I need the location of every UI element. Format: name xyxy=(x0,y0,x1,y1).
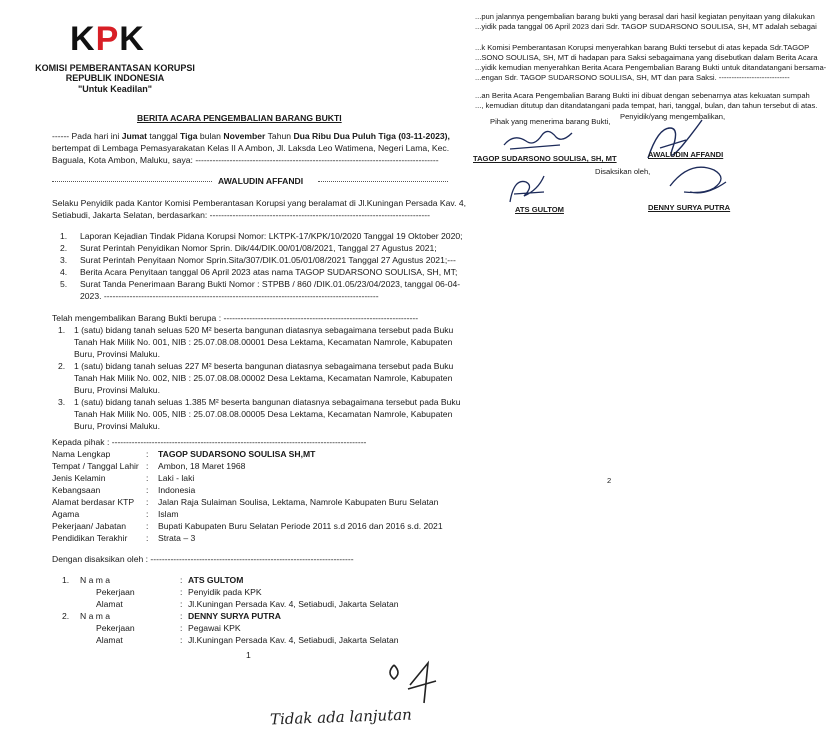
witness2-name: DENNY SURYA PUTRA xyxy=(648,203,731,212)
institution-motto: "Untuk Keadilan" xyxy=(77,84,153,94)
officer-desc-2: Setiabudi, Jakarta Selatan, berdasarkan: ----------------------------------------------------------------------------- xyxy=(52,210,431,220)
witness-name: DENNY SURYA PUTRA xyxy=(188,611,281,621)
item-line: 1 (satu) bidang tanah seluas 520 M² beserta bangunan diatasnya sebagaimana tersebut pada Buku xyxy=(74,325,454,335)
officer-desc-1: Selaku Penyidik pada Kantor Komisi Pemberantasan Korupsi yang beralamat di Jl.Kuningan Persada Kav. 4, xyxy=(52,198,467,208)
intro-line-1: ------ Pada hari ini Jumat tanggal Tiga bulan November Tahun Dua Ribu Dua Puluh Tiga (03-11-2023), xyxy=(52,131,450,141)
item-line: 1 (satu) bidang tanah seluas 1.385 M² beserta bangunan diatasnya sebagaimana tersebut pada Buku xyxy=(74,397,461,407)
kpk-logo: KPK xyxy=(70,20,145,58)
returned-heading: Telah mengembalikan Barang Bukti berupa : -------------------------------------------------------------------- xyxy=(52,313,419,323)
item-line: Tanah Hak Milik No. 001, NIB : 25.07.08.08.00001 Desa Lektama, Kecamatan Namrole, Kabupaten xyxy=(74,337,453,347)
receiver-name: TAGOP SUDARSONO SOULISA, SH, MT xyxy=(473,154,617,163)
para3-line: ...an Berita Acara Pengembalian Barang Bukti ini dibuat dengan sebenarnya atas kekuatan sumpah xyxy=(475,91,810,100)
receiver-signature xyxy=(500,127,580,157)
witnessed-by: Disaksikan oleh, xyxy=(595,167,651,176)
item-line: Buru, Provinsi Maluku. xyxy=(74,385,160,395)
para2-line: ...engan Sdr. TAGOP SUDARSONO SOULISA, SH, MT dan para Saksi. ---------------------------- xyxy=(475,73,790,82)
basis-item: Surat Tanda Penerimaan Barang Bukti Nomor : STPBB / 860 /DIK.01.05/23/04/2023, tanggal 06-04- xyxy=(80,279,461,289)
institution-name: KOMISI PEMBERANTASAN KORUPSI xyxy=(35,63,195,73)
witness-heading: Dengan disaksikan oleh : ----------------------------------------------------------------------- xyxy=(52,554,354,564)
witness1-name: ATS GULTOM xyxy=(515,205,564,214)
item-line: Buru, Provinsi Maluku. xyxy=(74,349,160,359)
handwritten-note: Tidak ada lanjutan xyxy=(269,705,413,729)
page-number: 2 xyxy=(607,476,612,485)
para2-line: ...k Komisi Pemberantasan Korupsi menyerahkan barang Bukti tersebut di atas kepada Sdr.TAGOP xyxy=(475,43,810,52)
intro-line-3: Baguala, Kota Ambon, Maluku, saya: ------------------------------------------------------------------------------------- xyxy=(52,155,439,165)
investigator-label: Penyidik/yang mengembalikan, xyxy=(620,112,726,121)
receiver-label: Pihak yang menerima barang Bukti, xyxy=(490,117,611,126)
witness1-signature xyxy=(500,172,560,208)
recipient-name: TAGOP SUDARSONO SOULISA SH,MT xyxy=(158,449,316,459)
basis-item: Berita Acara Penyitaan tanggal 06 April 2023 atas nama TAGOP SUDARSONO SOULISA, SH, MT; xyxy=(80,267,458,277)
witness-name: ATS GULTOM xyxy=(188,575,244,585)
para1-line: ...yidik pada tanggal 06 April 2023 dari Sdr. TAGOP SUDARSONO SOULISA, SH, MT adalah sebagai xyxy=(475,22,817,31)
basis-item: Laporan Kejadian Tindak Pidana Korupsi Nomor: LKTPK-17/KPK/10/2020 Tanggal 19 Oktober 2020; xyxy=(80,231,463,241)
para2-line: ...yidik kemudian menyerahkan Berita Acara Pengembalian Barang Bukti untuk ditandatangani bersama- xyxy=(475,63,826,72)
para3-line: ..., kemudian ditutup dan ditandatangani pada tempat, hari, tanggal, bulan, dan tahun tersebut di atas. xyxy=(475,101,818,110)
basis-item: Surat Perintah Penyidikan Nomor Sprin. Dik/44/DIK.00/01/08/2021, Tanggal 27 Agustus 2021; xyxy=(80,243,437,253)
item-line: Tanah Hak Milik No. 002, NIB : 25.07.08.08.00002 Desa Lektama, Kecamatan Namrole, Kabupaten xyxy=(74,373,453,383)
document-page-2 xyxy=(470,0,826,738)
investigator-name: AWALUDIN AFFANDI xyxy=(648,150,724,159)
basis-item: Surat Perintah Penyitaan Nomor Sprin.Sita/307/DIK.01.05/01/08/2021 Tanggal 27 Agustus 2021;--- xyxy=(80,255,456,265)
para2-line: ...SONO SOULISA, SH, MT di hadapan para Saksi sebagaimana yang disebutkan dalam Berita Acara xyxy=(475,53,818,62)
intro-line-2: bertempat di Lembaga Pemasyarakatan Kelas II A Ambon, Jl. Laksda Leo Watimena, Negeri Lama, Kec. xyxy=(52,143,450,153)
basis-item-cont: 2023. ------------------------------------------------------------------------------------------------ xyxy=(80,291,379,301)
item-line: Tanah Hak Milik No. 005, NIB : 25.07.08.08.00005 Desa Lektama, Kecamatan Namrole, Kabupaten xyxy=(74,409,453,419)
witness2-signature xyxy=(660,162,740,202)
item-line: Buru, Provinsi Maluku. xyxy=(74,421,160,431)
institution-country: REPUBLIK INDONESIA xyxy=(65,73,165,83)
officer-name: AWALUDIN AFFANDI xyxy=(218,176,304,186)
document-page-1: KPK KOMISI PEMBERANTASAN KORUPSI REPUBLIK INDONESIA "Untuk Keadilan" BERITA ACARA PENGEMBALIAN BARANG BUKTI ------ Pada hari ini Jumat tanggal Tiga bulan November Tahun Dua Ribu Dua Puluh Tiga (03-11-2023), bertempat di Lembaga Pemasyarakatan Kelas II A Ambon, Jl. Laksda Leo Watimena, Negeri Lama, Kec. Baguala, Kota Ambon, Maluku, saya: ------------------------------------------------------------------------------------- AWALUDIN AFFANDI Selaku Penyidik pada Kantor Komisi Pemberantasan Korupsi yang beralamat di Jl.Kuningan Persada Kav. 4, Setiabudi, Jakarta Selatan, berdasarkan: ----------------------------------------------------------------------------- 1. Laporan Kejadian Tindak Pidana Korupsi Nomor: LKTPK-17/KPK/10/2020 Tanggal 19 Oktober 2020; 2. Surat Perintah Penyidikan Nomor Sprin. Dik/44/DIK.00/01/08/2021, Tanggal 27 Agustus 2021; 3. Surat Perintah Penyitaan Nomor Sprin.Sita/307/DIK.01.05/01/08/2021 Tanggal 27 Agustus 2021;--- 4. Berita Acara Penyitaan tanggal 06 April 2023 atas nama TAGOP SUDARSONO SOULISA, SH, MT; 5. Surat Tanda Penerimaan Barang Bukti Nomor : STPBB / 860 /DIK.01.05/23/04/2023, tanggal 06-04- 2023. ------------------------------------------------------------------------------------------------ Telah mengembalikan Barang Bukti berupa : -------------------------------------------------------------------- 1. 1 (satu) bidang tanah seluas 520 M² beserta bangunan diatasnya sebagaimana tersebut pada Buku Tanah Hak Milik No. 001, NIB : 25.07.08.08.00001 Desa Lektama, Kecamatan Namrole, Kabupaten Buru, Provinsi Maluku. 2. 1 (satu) bidang tanah seluas 227 M² beserta bangunan diatasnya sebagaimana tersebut pada Buku Tanah Hak Milik No. 002, NIB : 25.07.08.08.00002 Desa Lektama, Kecamatan Namrole, Kabupaten Buru, Provinsi Maluku. 3. 1 (satu) bidang tanah seluas 1.385 M² beserta bangunan diatasnya sebagaimana tersebut pada Buku Tanah Hak Milik No. 005, NIB : 25.07.08.08.00005 Desa Lektama, Kecamatan Namrole, Kabupaten Buru, Provinsi Maluku. Kepada pihak : ----------------------------------------------------------------------------------------- Nama Lengkap : TAGOP SUDARSONO SOULISA SH,MT Tempat / Tanggal Lahir : Ambon, 18 Maret 1968 Jenis Kelamin : Laki - laki Kebangsaan : Indonesia Alamat berdasar KTP : Jalan Raja Sulaiman Soulisa, Lektama, Namrole Kabupaten Buru Selatan Agama : Islam Pekerjaan/ Jabatan : Bupati Kabupaten Buru Selatan Periode 2011 s.d 2016 dan 2016 s.d. 2021 Pendidikan Terakhir : Strata – 3 Dengan disaksikan oleh : ----------------------------------------------------------------------- 1. N a m a : ATS GULTOM Pekerjaan : Penyidik pada KPK Alamat : Jl.Kuningan Persada Kav. 4, Setiabudi, Jakarta Selatan 2. N a m a : DENNY SURYA PUTRA Pekerjaan : Pegawai KPK Alamat : Jl.Kuningan Persada Kav. 4, Setiabudi, Jakarta Selatan 1 Tidak ada lanjutan xyxy=(0,0,470,738)
page-number: 1 xyxy=(246,650,251,660)
para1-line: ...pun jalannya pengembalian barang bukti yang berasal dari hasil kegiatan penyitaan yang dilakukan xyxy=(475,12,815,21)
item-line: 1 (satu) bidang tanah seluas 227 M² beserta bangunan diatasnya sebagaimana tersebut pada Buku xyxy=(74,361,454,371)
recipient-heading: Kepada pihak : ----------------------------------------------------------------------------------------- xyxy=(52,437,367,447)
document-title: BERITA ACARA PENGEMBALIAN BARANG BUKTI xyxy=(137,113,342,123)
